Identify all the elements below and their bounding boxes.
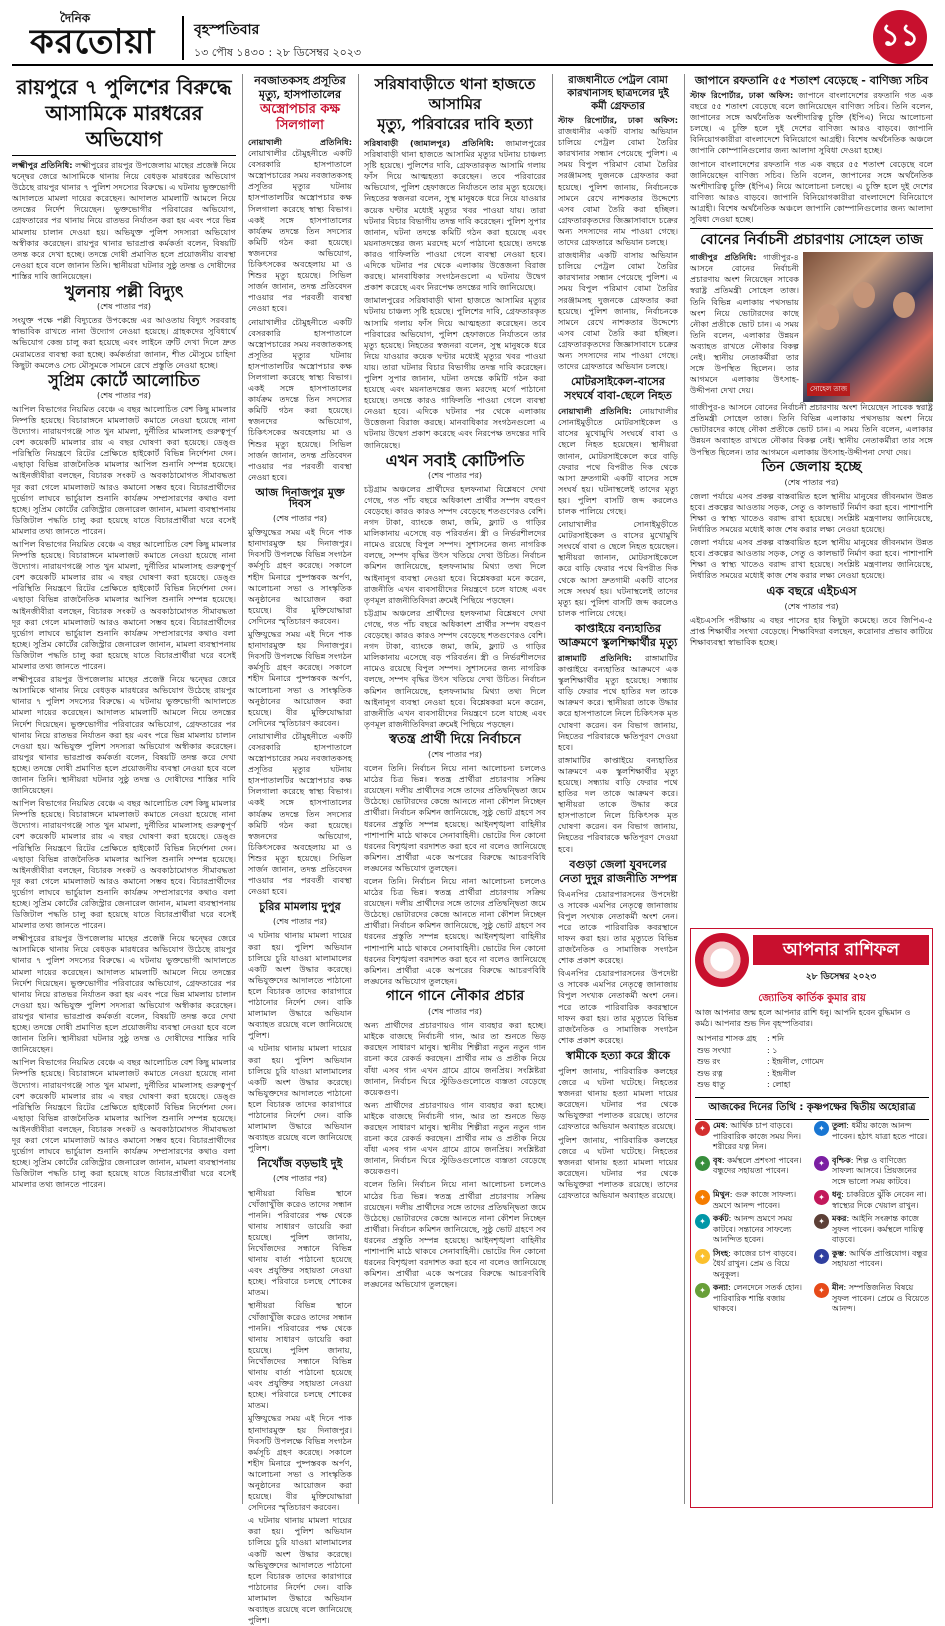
zodiac-sign-entry bbox=[814, 1283, 929, 1315]
story-text: বিএনপির চেয়ারপারসনের উপদেষ্টা ও সাবেক এমপির নেতৃত্বে জানাজায় বিপুল সংখ্যক নেতাকর্মী অংশ নেন। পরে তাকে পারিবারিক কবরস্থানে দাফন করা হয়। তার মৃত্যুতে বিভিন্ন রাজনৈতিক ও সামাজিক সংগঠন শোক প্রকাশ করেছে। bbox=[558, 888, 678, 966]
byline: নোয়াখালী প্রতিনিধি: bbox=[558, 406, 632, 417]
zodiac-sign-icon: ✦ bbox=[695, 1190, 710, 1205]
zodiac-sign-entry bbox=[695, 1121, 810, 1153]
zodiac-sign-text: সিংহ: কাজের চাপ বাড়বে। ধৈর্য রাখুন। প্রেম ও বিয়ে অনুকূল। bbox=[713, 1248, 797, 1279]
zodiac-sign-text: মকর: আইনি সংক্রান্ত কাজে সুফল পাবেন। কর্মস্থলে দায়িত্ব বাড়বে। bbox=[832, 1214, 924, 1244]
zodiac-sign-entry bbox=[814, 1249, 929, 1281]
continued-label: (শেষ পাতার পর) bbox=[272, 917, 328, 927]
story-text: লক্ষ্মীপুরের রায়পুর উপজেলায় মাছের প্রজেক্ট নিয়ে দ্বন্দ্বের জেরে আসামিকে থানায় নিয়ে বেধড়ক মারধরের অভিযোগ উঠেছে রায়পুর থানার ৭ পুলিশ সদস্যের বিরুদ্ধে। এ ঘটনায় ভুক্তভোগী আদালতে মামলা দায়ের করেছেন। আদালত মামলাটি আমলে নিয়ে তদন্তের নির্দেশ দিয়েছেন। ভুক্তভোগীর পরিবারের অভিযোগ, গ্রেফতারের পর থানায় নিয়ে রাতভর নির্যাতন করা হয় এবং পরে ভিন্ন মামলায় চালান দেওয়া হয়। অভিযুক্ত পুলিশ সদস্যরা অভিযোগ অস্বীকার করেছেন। রায়পুর থানার ভারপ্রাপ্ত কর্মকর্তা বলেন, বিষয়টি তদন্ত করে দেখা হচ্ছে। তদন্তে দোষী প্রমাণিত হলে প্রয়োজনীয় ব্যবস্থা নেওয়া হবে বলে জানান তিনি। স্থানীয়রা ঘটনার সুষ্ঠু তদন্ত ও দোষীদের শাস্তির দাবি জানিয়েছেন। bbox=[12, 674, 236, 796]
zodiac-sign-entry bbox=[695, 1249, 810, 1281]
story-text: নোয়াখালীর সোনাইমুড়ীতে মোটরসাইকেল ও বাসের মুখোমুখি সংঘর্ষে বাবা ও ছেলে নিহত হয়েছেন। স্থানীয়রা জানান, মোটরসাইকেলে করে বাড়ি ফেরার পথে বিপরীত দিক থেকে আসা দ্রুতগামী একটি বাসের সঙ্গে সংঘর্ষ হয়। ঘটনাস্থলেই তাদের মৃত্যু হয়। পুলিশ বাসটি জব্দ করলেও চালক পালিয়ে গেছে। bbox=[558, 406, 679, 516]
story-text: রাঙ্গামাটির কাপ্তাইয়ে বন্যহাতির আক্রমণে এক স্কুলশিক্ষার্থীর মৃত্যু হয়েছে। সন্ধ্যায় বাড়ি ফেরার পথে হাতির দল তাকে আক্রমণ করে। স্থানীয়রা তাকে উদ্ধার করে হাসপাতালে নিলে চিকিৎসক মৃত ঘোষণা করেন। বন বিভাগ জানায়, নিহতের পরিবারকে ক্ষতিপূরণ দেওয়া হবে। bbox=[558, 754, 678, 854]
headline-raipur-2: আসামিকে মারধরের অভিযোগ bbox=[12, 100, 236, 156]
story-heading: এক বছরে এইচএস bbox=[766, 583, 857, 598]
story-text: নোয়াখালীর সোনাইমুড়ীতে মোটরসাইকেল ও বাসের মুখোমুখি সংঘর্ষে বাবা ও ছেলে নিহত হয়েছেন। স্থানীয়রা জানান, মোটরসাইকেলে করে বাড়ি ফেরার পথে বিপরীত দিক থেকে আসা দ্রুতগামী একটি বাসের সঙ্গে সংঘর্ষ হয়। ঘটনাস্থলেই তাদের মৃত্যু হয়। পুলিশ বাসটি জব্দ করলেও চালক পালিয়ে গেছে। bbox=[558, 519, 678, 618]
zodiac-sign-forecast: লেনদেনে সতর্ক হোন। পারিবারিক শান্তি বজায় থাকবে। bbox=[713, 1283, 803, 1313]
zodiac-sign-entry bbox=[695, 1190, 810, 1211]
story-text: জেলা পর্যায়ে এসব প্রকল্প বাস্তবায়িত হলে স্থানীয় মানুষের জীবনমান উন্নত হবে। প্রকল্পের আওতায় সড়ক, সেতু ও কালভার্ট নির্মাণ করা হবে। পাশাপাশি শিক্ষা ও স্বাস্থ্য খাতেও বরাদ্দ রাখা হয়েছে। সংশ্লিষ্ট মন্ত্রণালয় জানিয়েছে, নির্ধারিত সময়ের মধ্যেই কাজ শেষ করার লক্ষ্য নেওয়া হয়েছে। bbox=[690, 537, 933, 581]
horoscope-row: আপনার শাসক গ্রহ : শনি bbox=[697, 1034, 785, 1043]
story-text: অন্য প্রার্থীদের প্রচারণায়ও গান ব্যবহার করা হচ্ছে। মাইকে বাজছে নির্বাচনী গান, আর তা শুনতে ভিড় করছেন সাধারণ মানুষ। স্থানীয় শিল্পীরা নতুন নতুন গান রচনা করে রেকর্ড করছেন। প্রার্থীর নাম ও প্রতীক নিয়ে বাঁধা এসব গান এখন গ্রামে গ্রামে জনপ্রিয়। সংশ্লিষ্টরা জানান, নির্বাচন ঘিরে স্টুডিওগুলোতে ব্যস্ততা বেড়েছে কয়েকগুণ। bbox=[364, 1099, 546, 1177]
horoscope-intro: আজ আপনার জন্ম হলে আপনার রাশি ধনু। আপনি হবেন বুদ্ধিমান ও কর্মঠ। আপনার শুভ দিন বৃহস্পতিবার। bbox=[695, 1008, 911, 1028]
story-text: এইচএসসি পরীক্ষায় এ বছর পাসের হার কিছুটা কমেছে। তবে জিপিএ-৫ প্রাপ্ত শিক্ষার্থীর সংখ্যা বেড়েছে। শিক্ষাবিদরা বলছেন, করোনার প্রভাব কাটিয়ে শিক্ষাব্যবস্থা স্বাভাবিক হচ্ছে। bbox=[690, 614, 933, 647]
zodiac-sign-name: সিংহ bbox=[713, 1248, 729, 1258]
story-text: সংযুক্ত পক্ষে পল্লী বিদ্যুতের উপকেন্দ্রে এর আওতায় বিদ্যুৎ সরবরাহ স্বাভাবিক রাখতে নানা উদ্যোগ নেওয়া হয়েছে। গ্রাহকদের সুবিধার্থে অভিযোগ কেন্দ্র চালু করা হয়েছে এবং লাইনে ত্রুটি দেখা দিলে দ্রুত মেরামতের ব্যবস্থা করা হচ্ছে। কর্মকর্তারা জানান, শীত মৌসুমে চাহিদা কিছুটা কমলেও সেচ মৌসুমকে সামনে রেখে প্রস্তুতি নেওয়া হচ্ছে। bbox=[12, 315, 236, 370]
news-photo bbox=[803, 252, 933, 402]
zodiac-sign-forecast: কর্মস্থলে প্রশংসা পাবেন। বন্ধুদের সহায়তা পাবেন। bbox=[713, 1155, 802, 1175]
story-text: রাজধানীর একটি বাসায় অভিযান চালিয়ে পেট্রল বোমা তৈরির কারখানার সন্ধান পেয়েছে পুলিশ। এ সময় বিপুল পরিমাণ বোমা তৈরির সরঞ্জামসহ দুজনকে গ্রেফতার করা হয়েছে। পুলিশ জানায়, নির্বাচনকে সামনে রেখে নাশকতার উদ্দেশ্যে এসব বোমা তৈরি করা হচ্ছিল। গ্রেফতারকৃতদের জিজ্ঞাসাবাদে চক্রের অন্য সদস্যদের নাম পাওয়া গেছে। তাদের গ্রেফতারে অভিযান চলছে। bbox=[558, 250, 678, 372]
headline-noakhali-red: অস্ত্রোপচার কক্ষ সিলগালা bbox=[259, 102, 341, 133]
zodiac-sign-text: বৃষ: কর্মস্থলে প্রশংসা পাবেন। বন্ধুদের সহায়তা পাবেন। bbox=[713, 1155, 802, 1175]
zodiac-sign-icon: ✦ bbox=[814, 1121, 829, 1136]
zodiac-sign-text: মিথুন: গুরু কাজে সাফল্য। ভ্রমণে আনন্দ পাবেন। bbox=[713, 1190, 797, 1210]
continued-label: (শেষ পাতার পর) bbox=[427, 1007, 483, 1017]
page-number-badge: ১১ bbox=[873, 10, 927, 64]
story-text: বলেন তিনি। নির্বাচন নিয়ে নানা আলোচনা চললেও মাঠের চিত্র ভিন্ন। স্বতন্ত্র প্রার্থীরা প্রচারণায় সক্রিয় রয়েছেন। দলীয় প্রার্থীদের সঙ্গে তাদের প্রতিদ্বন্দ্বিতা জমে উঠেছে। ভোটারদের কেন্দ্রে আনতে নানা কৌশল নিচ্ছেন প্রার্থীরা। নির্বাচন কমিশন জানিয়েছে, সুষ্ঠু ভোট গ্রহণে সব ধরনের প্রস্তুতি সম্পন্ন হয়েছে। আইনশৃঙ্খলা বাহিনীর পাশাপাশি মাঠে থাকবে সেনাবাহিনী। ভোটের দিন কোনো ধরনের বিশৃঙ্খলা বরদাশত করা হবে না বলেও জানিয়েছে কমিশন। প্রার্থীরা একে অপরের বিরুদ্ধে আচরণবিধি লঙ্ঘনের অভিযোগ তুলছেন। bbox=[364, 1179, 546, 1290]
byline: সরিষাবাড়ী (জামালপুর) প্রতিনিধি: bbox=[364, 138, 494, 148]
zodiac-sign-text: মেষ: আর্থিক চাপ বাড়বে। পারিবারিক কাজে সময় দিন। শরীরের যত্ন নিন। bbox=[713, 1121, 801, 1151]
zodiac-sign-icon: ✦ bbox=[814, 1190, 829, 1205]
horoscope-row: শুভ রং : ইন্দ্রনীল, গোমেদ bbox=[697, 1057, 824, 1066]
horoscope-table bbox=[697, 1033, 927, 1091]
zodiac-sign-forecast: সম্পত্তিজনিত বিষয়ে সুফল পাবেন। প্রেমে ও বিয়েতে আনন্দ। bbox=[832, 1283, 929, 1313]
astrologer-name: জ্যোতিষ কার্তিক কুমার রায় bbox=[758, 993, 866, 1004]
headline-sarishabari-1: সরিষাবাড়ীতে থানা হাজতে আসামির bbox=[374, 75, 536, 113]
story-text: জামালপুরের সরিষাবাড়ী থানা হাজতে আসামির মৃত্যুর ঘটনায় চাঞ্চল্য সৃষ্টি হয়েছে। পুলিশের দাবি, গ্রেফতারকৃত আসামি গলায় ফাঁস দিয়ে আত্মহত্যা করেছেন। তবে পরিবারের অভিযোগ, পুলিশ হেফাজতে নির্যাতনে তার মৃত্যু হয়েছে। নিহতের স্বজনরা বলেন, সুস্থ মানুষকে ধরে নিয়ে যাওয়ার কয়েক ঘণ্টার মধ্যেই মৃত্যুর খবর পাওয়া যায়। তারা ঘটনার বিচার বিভাগীয় তদন্ত দাবি করেছেন। পুলিশ সুপার জানান, ঘটনা তদন্তে কমিটি গঠন করা হয়েছে এবং ময়নাতদন্তের জন্য মরদেহ মর্গে পাঠানো হয়েছে। তদন্তে কারও গাফিলতি পাওয়া গেলে ব্যবস্থা নেওয়া হবে। এদিকে ঘটনার পর থেকে এলাকায় উত্তেজনা বিরাজ করছে। মানবাধিকার সংগঠনগুলো এ ঘটনায় উদ্বেগ প্রকাশ করেছে এবং নিরপেক্ষ তদন্তের দাবি জানিয়েছে। bbox=[364, 138, 546, 293]
story-text: মুক্তিযুদ্ধের সময় এই দিনে পাক হানাদারমুক্ত হয় দিনাজপুর। দিবসটি উপলক্ষে বিভিন্ন সংগঠন কর্মসূচি গ্রহণ করেছে। সকালে শহীদ মিনারে পুষ্পস্তবক অর্পণ, আলোচনা সভা ও সাংস্কৃতিক অনুষ্ঠানের আয়োজন করা হয়েছে। বীর মুক্তিযোদ্ধারা সেদিনের স্মৃতিচারণ করবেন। bbox=[248, 1413, 352, 1513]
story-text: নোয়াখালীর চৌমুহনীতে একটি বেসরকারি হাসপাতালে অস্ত্রোপচারের সময় নবজাতকসহ প্রসূতির মৃত্যুর ঘটনায় হাসপাতালটির অস্ত্রোপচার কক্ষ সিলগালা করেছে স্বাস্থ্য বিভাগ। একই সঙ্গে হাসপাতালের কার্যক্রম তদন্তে তিন সদস্যের কমিটি গঠন করা হয়েছে। স্বজনদের অভিযোগ, চিকিৎসকের অবহেলায় মা ও শিশুর মৃত্যু হয়েছে। সিভিল সার্জন জানান, তদন্ত প্রতিবেদন পাওয়ার পর পরবর্তী ব্যবস্থা নেওয়া হবে। bbox=[248, 316, 352, 482]
story-text: মুক্তিযুদ্ধের সময় এই দিনে পাক হানাদারমুক্ত হয় দিনাজপুর। দিবসটি উপলক্ষে বিভিন্ন সংগঠন কর্মসূচি গ্রহণ করেছে। সকালে শহীদ মিনারে পুষ্পস্তবক অর্পণ, আলোচনা সভা ও সাংস্কৃতিক অনুষ্ঠানের আয়োজন করা হয়েছে। বীর মুক্তিযোদ্ধারা সেদিনের স্মৃতিচারণ করবেন। bbox=[248, 527, 352, 626]
zodiac-sign-forecast: আর্থিক প্রাপ্তিযোগ। বন্ধুর সহায়তা পাবেন। bbox=[832, 1248, 928, 1268]
zodiac-sign-icon: ✦ bbox=[695, 1121, 710, 1136]
zodiac-sign-name: মকর bbox=[832, 1214, 847, 1223]
zodiac-sign-icon: ✦ bbox=[695, 1283, 710, 1298]
zodiac-sign-forecast: আনন্দ ভ্রমণে সময় কাটবে। সন্তানের সাফল্যে আনন্দিত হবেন। bbox=[713, 1214, 793, 1244]
zodiac-sign-entry bbox=[695, 1156, 810, 1188]
zodiac-sign-text: ধনু: চাকরিতে ঝুঁকি নেবেন না। স্বাস্থ্যের দিকে খেয়াল রাখুন। bbox=[832, 1190, 927, 1210]
zodiac-signs-grid bbox=[695, 1121, 929, 1318]
byline: নোয়াখালী প্রতিনিধি: bbox=[248, 137, 352, 147]
zodiac-sign-icon: ✦ bbox=[814, 1156, 829, 1171]
photo-caption: সোহেল তাজ bbox=[807, 383, 850, 396]
zodiac-sign-icon: ✦ bbox=[695, 1249, 710, 1264]
issue-day: বৃহস্পতিবার bbox=[194, 22, 260, 38]
issue-date: ১৩ পৌষ ১৪৩০ : ২৮ ডিসেম্বর ২০২৩ bbox=[194, 46, 362, 59]
story-heading: স্বামীকে হত্যা করে স্ত্রীকে bbox=[565, 1048, 671, 1062]
zodiac-sign-entry bbox=[814, 1156, 929, 1188]
story-text: আপিল বিভাগের নিয়মিত বেঞ্চে এ বছর আলোচিত বেশ কিছু মামলার নিষ্পত্তি হয়েছে। বিচারাঙ্গনে মামলাজট কমাতে নেওয়া হয়েছে নানা উদ্যোগ। নারায়ণগঞ্জে সাত খুন মামলা, দুর্নীতির মামলাসহ গুরুত্বপূর্ণ বেশ কয়েকটি মামলার রায় এ বছর ঘোষণা করা হয়েছে। ডেঙ্গু পরিস্থিতি নিয়ন্ত্রণে রিটের প্রেক্ষিতে হাইকোর্ট বিভিন্ন নির্দেশনা দেন। এছাড়া বিভিন্ন রাজনৈতিক মামলার আপিল শুনানি সম্পন্ন হয়েছে। আইনজীবীরা বলছেন, বিচারক সংকট ও অবকাঠামোগত সীমাবদ্ধতা দূর করা গেলে মামলাজট আরও কমানো সম্ভব হবে। বিচারপ্রার্থীদের দুর্ভোগ লাঘবে ভার্চুয়াল শুনানি কার্যক্রম সম্প্রসারণের কথাও বলা হচ্ছে। সুপ্রিম কোর্টের রেজিস্ট্রার জেনারেল জানান, মামলা ব্যবস্থাপনায় ডিজিটাল পদ্ধতি চালু করা হয়েছে যাতে বিচারপ্রার্থীরা ঘরে বসেই মামলার তথ্য জানতে পারেন। bbox=[12, 1057, 236, 1190]
continued-label: (শেষ পাতার পর) bbox=[96, 390, 152, 400]
zodiac-sign-text: বৃশ্চিক: শিল্প ও বাণিজ্যে সাফল্য আসবে। প্রিয়জনের সঙ্গে ভালো সময় কাটবে। bbox=[832, 1155, 917, 1186]
continued-label: (শেষ পাতার পর) bbox=[784, 477, 839, 487]
zodiac-sign-text: কুম্ভ: আর্থিক প্রাপ্তিযোগ। বন্ধুর সহায়তা পাবেন। bbox=[832, 1248, 928, 1268]
story-text: নোয়াখালীর চৌমুহনীতে একটি বেসরকারি হাসপাতালে অস্ত্রোপচারের সময় নবজাতকসহ প্রসূতির মৃত্যুর ঘটনায় হাসপাতালটির অস্ত্রোপচার কক্ষ সিলগালা করেছে স্বাস্থ্য বিভাগ। একই সঙ্গে হাসপাতালের কার্যক্রম তদন্তে তিন সদস্যের কমিটি গঠন করা হয়েছে। স্বজনদের অভিযোগ, চিকিৎসকের অবহেলায় মা ও শিশুর মৃত্যু হয়েছে। সিভিল সার্জন জানান, তদন্ত প্রতিবেদন পাওয়ার পর পরবর্তী ব্যবস্থা নেওয়া হবে। bbox=[248, 148, 352, 314]
story-text: মুক্তিযুদ্ধের সময় এই দিনে পাক হানাদারমুক্ত হয় দিনাজপুর। দিবসটি উপলক্ষে বিভিন্ন সংগঠন কর্মসূচি গ্রহণ করেছে। সকালে শহীদ মিনারে পুষ্পস্তবক অর্পণ, আলোচনা সভা ও সাংস্কৃতিক অনুষ্ঠানের আয়োজন করা হয়েছে। বীর মুক্তিযোদ্ধারা সেদিনের স্মৃতিচারণ করবেন। bbox=[248, 629, 352, 728]
story-text: অন্য প্রার্থীদের প্রচারণায়ও গান ব্যবহার করা হচ্ছে। মাইকে বাজছে নির্বাচনী গান, আর তা শুনতে ভিড় করছেন সাধারণ মানুষ। স্থানীয় শিল্পীরা নতুন নতুন গান রচনা করে রেকর্ড করছেন। প্রার্থীর নাম ও প্রতীক নিয়ে বাঁধা এসব গান এখন গ্রামে গ্রামে জনপ্রিয়। সংশ্লিষ্টরা জানান, নির্বাচন ঘিরে স্টুডিওগুলোতে ব্যস্ততা বেড়েছে কয়েকগুণ। bbox=[364, 1020, 546, 1097]
story-text: রাজধানীর একটি বাসায় অভিযান চালিয়ে পেট্রল বোমা তৈরির কারখানার সন্ধান পেয়েছে পুলিশ। এ সময় বিপুল পরিমাণ বোমা তৈরির সরঞ্জামসহ দুজনকে গ্রেফতার করা হয়েছে। পুলিশ জানায়, নির্বাচনকে সামনে রেখে নাশকতার উদ্দেশ্যে এসব বোমা তৈরি করা হচ্ছিল। গ্রেফতারকৃতদের জিজ্ঞাসাবাদে চক্রের অন্য সদস্যদের নাম পাওয়া গেছে। তাদের গ্রেফতারে অভিযান চলছে। bbox=[558, 126, 678, 248]
story-heading: তিন জেলায় হচ্ছে bbox=[761, 458, 862, 475]
byline: স্টাফ রিপোর্টার, ঢাকা অফিস: bbox=[690, 90, 794, 100]
zodiac-sign-text: কর্কট: আনন্দ ভ্রমণে সময় কাটবে। সন্তানের সাফল্যে আনন্দিত হবেন। bbox=[713, 1214, 793, 1244]
zodiac-sign-name: বৃষ bbox=[713, 1155, 722, 1165]
newspaper-logo: করতোয়া bbox=[30, 22, 156, 62]
masthead-divider bbox=[182, 16, 184, 60]
byline: স্টাফ রিপোর্টার, ঢাকা অফিস: bbox=[558, 115, 678, 125]
zodiac-sign-name: মিথুন bbox=[713, 1190, 730, 1199]
zodiac-sign-forecast: ধর্মীয় কাজে আনন্দ পাবেন। হঠাৎ যাত্রা হতে পারে। bbox=[832, 1121, 928, 1141]
story-text: চট্টগ্রাম অঞ্চলের প্রার্থীদের হলফনামা বিশ্লেষণে দেখা গেছে, গত পাঁচ বছরে অধিকাংশ প্রার্থীর সম্পদ বহুগুণ বেড়েছে। কারও কারও সম্পদ বেড়েছে শতগুণেরও বেশি। নগদ টাকা, ব্যাংকে জমা, জমি, ফ্ল্যাট ও গাড়ির মালিকানায় এসেছে বড় পরিবর্তন। স্ত্রী ও নির্ভরশীলদের নামেও রয়েছে বিপুল সম্পদ। সুশাসনের জন্য নাগরিক বলছে, সম্পদ বৃদ্ধির উৎস খতিয়ে দেখা উচিত। নির্বাচন কমিশন জানিয়েছে, হলফনামায় মিথ্যা তথ্য দিলে আইনানুগ ব্যবস্থা নেওয়া হবে। বিশ্লেষকরা মনে করেন, রাজনীতি এখন ব্যবসায়ীদের নিয়ন্ত্রণে চলে যাচ্ছে এবং তৃণমূল রাজনীতিবিদরা ক্রমেই পিছিয়ে পড়ছেন। bbox=[364, 483, 546, 605]
horoscope-row: শুভ ধাতু : লোহা bbox=[697, 1080, 791, 1089]
column-rule bbox=[242, 74, 243, 1504]
zodiac-sign-entry bbox=[695, 1283, 810, 1315]
zodiac-sign-text: মীন: সম্পত্তিজনিত বিষয়ে সুফল পাবেন। প্রেমে ও বিয়েতে আনন্দ। bbox=[832, 1283, 929, 1313]
byline: গাজীপুর প্রতিনিধি: bbox=[690, 252, 757, 263]
photo-figure bbox=[893, 292, 915, 318]
zodiac-sign-name: কন্যা bbox=[713, 1283, 729, 1292]
story-heading: গানে গানে নৌকার প্রচার bbox=[385, 987, 525, 1004]
horoscope-row: শুভ রত্ন : ইন্দ্রনীল bbox=[697, 1068, 796, 1078]
continued-label: (শেষ পাতার পর) bbox=[96, 302, 152, 312]
byline: লক্ষ্মীপুর প্রতিনিধি: bbox=[12, 160, 73, 170]
horoscope-header: আপনার রাশিফল bbox=[753, 935, 929, 965]
story-heading: চুরির মামলায় দুপুর bbox=[259, 900, 341, 914]
story-heading: সুপ্রিম কোর্টে আলোচিত bbox=[48, 370, 200, 390]
zodiac-sign-name: মীন bbox=[832, 1283, 844, 1292]
story-heading: আজ দিনাজপুর মুক্ত দিবস bbox=[255, 485, 345, 510]
day-tithi-title: আজকের দিনের তিথি : কৃষ্ণপক্ষের দ্বিতীয় অহোরাত্র bbox=[695, 1097, 929, 1120]
zodiac-sign-forecast: আইনি সংক্রান্ত কাজে সুফল পাবেন। কর্মস্থলে দায়িত্ব বাড়বে। bbox=[832, 1214, 924, 1244]
story-text: নোয়াখালীর চৌমুহনীতে একটি বেসরকারি হাসপাতালে অস্ত্রোপচারের সময় নবজাতকসহ প্রসূতির মৃত্যুর ঘটনায় হাসপাতালটির অস্ত্রোপচার কক্ষ সিলগালা করেছে স্বাস্থ্য বিভাগ। একই সঙ্গে হাসপাতালের কার্যক্রম তদন্তে তিন সদস্যের কমিটি গঠন করা হয়েছে। স্বজনদের অভিযোগ, চিকিৎসকের অবহেলায় মা ও শিশুর মৃত্যু হয়েছে। সিভিল সার্জন জানান, তদন্ত প্রতিবেদন পাওয়ার পর পরবর্তী ব্যবস্থা নেওয়া হবে। bbox=[248, 730, 352, 897]
story-text: গাজীপুর-৪ আসনে বোনের নির্বাচনী প্রচারণায় অংশ নিয়েছেন সাবেক স্বরাষ্ট্র প্রতিমন্ত্রী সোহেল তাজ। তিনি বিভিন্ন এলাকায় পথসভায় অংশ নিয়ে ভোটারদের কাছে নৌকা প্রতীকে ভোট চান। এ সময় তিনি বলেন, এলাকার উন্নয়ন অব্যাহত রাখতে নৌকার বিকল্প নেই। স্থানীয় নেতাকর্মীরা তার সঙ্গে উপস্থিত ছিলেন। তার আগমনে এলাকায় উৎসাহ-উদ্দীপনা দেখা দেয়। bbox=[690, 252, 799, 396]
horoscope-box bbox=[690, 928, 933, 1508]
photo-figure bbox=[817, 304, 839, 330]
byline: রাঙ্গামাটি প্রতিনিধি: bbox=[558, 652, 632, 663]
zodiac-sign-name: তুলা bbox=[832, 1121, 847, 1130]
zodiac-sign-text: কন্যা: লেনদেনে সতর্ক হোন। পারিবারিক শান্তি বজায় থাকবে। bbox=[713, 1283, 803, 1313]
zodiac-wheel-icon bbox=[695, 933, 749, 987]
continued-label: (শেষ পাতার পর) bbox=[427, 470, 483, 480]
zodiac-sign-entry bbox=[814, 1214, 929, 1246]
zodiac-sign-forecast: কাজের চাপ বাড়বে। ধৈর্য রাখুন। প্রেম ও বিয়ে অনুকূল। bbox=[713, 1248, 797, 1279]
story-heading: খুলনায় পল্লী বিদ্যুৎ bbox=[64, 282, 184, 302]
zodiac-sign-text: তুলা: ধর্মীয় কাজে আনন্দ পাবেন। হঠাৎ যাত্রা হতে পারে। bbox=[832, 1121, 928, 1141]
headline-raipur-1: রায়পুরে ৭ পুলিশের বিরুদ্ধে bbox=[16, 75, 232, 99]
zodiac-sign-name: মেষ bbox=[713, 1121, 726, 1130]
zodiac-sign-name: বৃশ্চিক bbox=[832, 1155, 851, 1165]
story-text: রাঙ্গামাটির কাপ্তাইয়ে বন্যহাতির আক্রমণে এক স্কুলশিক্ষার্থীর মৃত্যু হয়েছে। সন্ধ্যায় বাড়ি ফেরার পথে হাতির দল তাকে আক্রমণ করে। স্থানীয়রা তাকে উদ্ধার করে হাসপাতালে নিলে চিকিৎসক মৃত ঘোষণা করেন। বন বিভাগ জানায়, নিহতের পরিবারকে ক্ষতিপূরণ দেওয়া হবে। bbox=[558, 652, 678, 752]
story-heading: নিখোঁজ বড়ভাই দুই bbox=[257, 1157, 343, 1171]
story-text: চট্টগ্রাম অঞ্চলের প্রার্থীদের হলফনামা বিশ্লেষণে দেখা গেছে, গত পাঁচ বছরে অধিকাংশ প্রার্থীর সম্পদ বহুগুণ বেড়েছে। কারও কারও সম্পদ বেড়েছে শতগুণেরও বেশি। নগদ টাকা, ব্যাংকে জমা, জমি, ফ্ল্যাট ও গাড়ির মালিকানায় এসেছে বড় পরিবর্তন। স্ত্রী ও নির্ভরশীলদের নামেও রয়েছে বিপুল সম্পদ। সুশাসনের জন্য নাগরিক বলছে, সম্পদ বৃদ্ধির উৎস খতিয়ে দেখা উচিত। নির্বাচন কমিশন জানিয়েছে, হলফনামায় মিথ্যা তথ্য দিলে আইনানুগ ব্যবস্থা নেওয়া হবে। বিশ্লেষকরা মনে করেন, রাজনীতি এখন ব্যবসায়ীদের নিয়ন্ত্রণে চলে যাচ্ছে এবং তৃণমূল রাজনীতিবিদরা ক্রমেই পিছিয়ে পড়ছেন। bbox=[364, 607, 546, 729]
zodiac-sign-forecast: শিল্প ও বাণিজ্যে সাফল্য আসবে। প্রিয়জনের সঙ্গে ভালো সময় কাটবে। bbox=[832, 1155, 917, 1186]
story-heading: এখন সবাই কোটিপতি bbox=[385, 450, 525, 470]
story-heading: জাপানে রফতানি ৫৫ শতাংশ বেড়েছে - বাণিজ্য সচিব bbox=[694, 74, 929, 87]
zodiac-sign-icon: ✦ bbox=[814, 1214, 829, 1229]
zodiac-sign-name: ধনু bbox=[832, 1190, 842, 1199]
masthead bbox=[12, 8, 933, 66]
continued-label: (শেষ পাতার পর) bbox=[784, 601, 839, 611]
story-text: লক্ষ্মীপুরের রায়পুর উপজেলায় মাছের প্রজেক্ট নিয়ে দ্বন্দ্বের জেরে আসামিকে থানায় নিয়ে বেধড়ক মারধরের অভিযোগ উঠেছে রায়পুর থানার ৭ পুলিশ সদস্যের বিরুদ্ধে। এ ঘটনায় ভুক্তভোগী আদালতে মামলা দায়ের করেছেন। আদালত মামলাটি আমলে নিয়ে তদন্তের নির্দেশ দিয়েছেন। ভুক্তভোগীর পরিবারের অভিযোগ, গ্রেফতারের পর থানায় নিয়ে রাতভর নির্যাতন করা হয় এবং পরে ভিন্ন মামলায় চালান দেওয়া হয়। অভিযুক্ত পুলিশ সদস্যরা অভিযোগ অস্বীকার করেছেন। রায়পুর থানার ভারপ্রাপ্ত কর্মকর্তা বলেন, বিষয়টি তদন্ত করে দেখা হচ্ছে। তদন্তে দোষী প্রমাণিত হলে প্রয়োজনীয় ব্যবস্থা নেওয়া হবে বলে জানান তিনি। স্থানীয়রা ঘটনার সুষ্ঠু তদন্ত ও দোষীদের শাস্তির দাবি জানিয়েছেন। bbox=[12, 933, 236, 1055]
column-2 bbox=[248, 74, 352, 1626]
story-heading: বোনের নির্বাচনী প্রচারণায় সোহেল তাজ bbox=[690, 228, 933, 249]
story-text: স্থানীয়রা বিভিন্ন স্থানে খোঁজাখুঁজি করেও তাদের সন্ধান পাননি। পরিবারের পক্ষ থেকে থানায় সাধারণ ডায়েরি করা হয়েছে। পুলিশ জানায়, নিখোঁজদের সন্ধানে বিভিন্ন থানায় বার্তা পাঠানো হয়েছে এবং প্রযুক্তির সহায়তা নেওয়া হচ্ছে। পরিবারে চলছে শোকের মাতম। bbox=[248, 1187, 352, 1298]
zodiac-sign-forecast: চাকরিতে ঝুঁকি নেবেন না। স্বাস্থ্যের দিকে খেয়াল রাখুন। bbox=[832, 1190, 927, 1210]
story-text: বিএনপির চেয়ারপারসনের উপদেষ্টা ও সাবেক এমপির নেতৃত্বে জানাজায় বিপুল সংখ্যক নেতাকর্মী অংশ নেন। পরে তাকে পারিবারিক কবরস্থানে দাফন করা হয়। তার মৃত্যুতে বিভিন্ন রাজনৈতিক ও সামাজিক সংগঠন শোক প্রকাশ করেছে। bbox=[558, 968, 678, 1045]
story-text: পুলিশ জানায়, পারিবারিক কলহের জেরে এ ঘটনা ঘটেছে। নিহতের স্বজনরা থানায় হত্যা মামলা দায়ের করেছেন। ঘটনার পর থেকে অভিযুক্তরা পলাতক রয়েছে। তাদের গ্রেফতারে অভিযান অব্যাহত রয়েছে। bbox=[558, 1134, 678, 1200]
column-1 bbox=[12, 74, 236, 1504]
story-heading: স্বতন্ত্র প্রার্থী দিয়ে নির্বাচনে bbox=[389, 731, 521, 747]
headline-noakhali: নবজাতকসহ প্রসূতির মৃত্যু, হাসপাতালের bbox=[254, 74, 346, 101]
zodiac-sign-name: কর্কট bbox=[713, 1214, 729, 1223]
zodiac-sign-icon: ✦ bbox=[814, 1249, 829, 1264]
story-text: পুলিশ জানায়, পারিবারিক কলহের জেরে এ ঘটনা ঘটেছে। নিহতের স্বজনরা থানায় হত্যা মামলা দায়ের করেছেন। ঘটনার পর থেকে অভিযুক্তরা পলাতক রয়েছে। তাদের গ্রেফতারে অভিযান অব্যাহত রয়েছে। bbox=[558, 1065, 678, 1132]
zodiac-sign-icon: ✦ bbox=[695, 1156, 710, 1171]
story-text: জেলা পর্যায়ে এসব প্রকল্প বাস্তবায়িত হলে স্থানীয় মানুষের জীবনমান উন্নত হবে। প্রকল্পের আওতায় সড়ক, সেতু ও কালভার্ট নির্মাণ করা হবে। পাশাপাশি শিক্ষা ও স্বাস্থ্য খাতেও বরাদ্দ রাখা হয়েছে। সংশ্লিষ্ট মন্ত্রণালয় জানিয়েছে, নির্ধারিত সময়ের মধ্যেই কাজ শেষ করার লক্ষ্য নেওয়া হয়েছে। bbox=[690, 490, 933, 535]
column-rule bbox=[358, 74, 359, 1504]
story-text: বলেন তিনি। নির্বাচন নিয়ে নানা আলোচনা চললেও মাঠের চিত্র ভিন্ন। স্বতন্ত্র প্রার্থীরা প্রচারণায় সক্রিয় রয়েছেন। দলীয় প্রার্থীদের সঙ্গে তাদের প্রতিদ্বন্দ্বিতা জমে উঠেছে। ভোটারদের কেন্দ্রে আনতে নানা কৌশল নিচ্ছেন প্রার্থীরা। নির্বাচন কমিশন জানিয়েছে, সুষ্ঠু ভোট গ্রহণে সব ধরনের প্রস্তুতি সম্পন্ন হয়েছে। আইনশৃঙ্খলা বাহিনীর পাশাপাশি মাঠে থাকবে সেনাবাহিনী। ভোটের দিন কোনো ধরনের বিশৃঙ্খলা বরদাশত করা হবে না বলেও জানিয়েছে কমিশন। প্রার্থীরা একে অপরের বিরুদ্ধে আচরণবিধি লঙ্ঘনের অভিযোগ তুলছেন। bbox=[364, 876, 546, 986]
story-text: জামালপুরের সরিষাবাড়ী থানা হাজতে আসামির মৃত্যুর ঘটনায় চাঞ্চল্য সৃষ্টি হয়েছে। পুলিশের দাবি, গ্রেফতারকৃত আসামি গলায় ফাঁস দিয়ে আত্মহত্যা করেছেন। তবে পরিবারের অভিযোগ, পুলিশ হেফাজতে নির্যাতনে তার মৃত্যু হয়েছে। নিহতের স্বজনরা বলেন, সুস্থ মানুষকে ধরে নিয়ে যাওয়ার কয়েক ঘণ্টার মধ্যেই মৃত্যুর খবর পাওয়া যায়। তারা ঘটনার বিচার বিভাগীয় তদন্ত দাবি করেছেন। পুলিশ সুপার জানান, ঘটনা তদন্তে কমিটি গঠন করা হয়েছে এবং ময়নাতদন্তের জন্য মরদেহ মর্গে পাঠানো হয়েছে। তদন্তে কারও গাফিলতি পাওয়া গেলে ব্যবস্থা নেওয়া হবে। এদিকে ঘটনার পর থেকে এলাকায় উত্তেজনা বিরাজ করছে। মানবাধিকার সংগঠনগুলো এ ঘটনায় উদ্বেগ প্রকাশ করেছে এবং নিরপেক্ষ তদন্তের দাবি জানিয়েছে। bbox=[364, 295, 546, 450]
column-4 bbox=[558, 74, 678, 1504]
logo-subtitle: দৈনিক bbox=[60, 11, 91, 25]
zodiac-sign-entry bbox=[814, 1121, 929, 1153]
story-text: জাপানে বাংলাদেশের রফতানি গত এক বছরে ৫৫ শতাংশ বেড়েছে বলে জানিয়েছেন বাণিজ্য সচিব। তিনি বলেন, জাপানের সঙ্গে অর্থনৈতিক অংশীদারিত্ব চুক্তি (ইপিএ) নিয়ে আলোচনা চলছে। এ চুক্তি হলে দুই দেশের বাণিজ্য আরও বাড়বে। জাপানি বিনিয়োগকারীরা বাংলাদেশে বিনিয়োগে আগ্রহী। বিশেষ অর্থনৈতিক অঞ্চলে জাপানি কোম্পানিগুলোর জন্য আলাদা সুবিধা দেওয়া হচ্ছে। bbox=[690, 158, 933, 225]
horoscope-row: শুভ সংখ্যা : ১ bbox=[697, 1045, 778, 1055]
story-heading: কাপ্তাইয়ে বন্যহাতির আক্রমণে স্কুলশিক্ষার্থীর মৃত্যু bbox=[558, 621, 678, 649]
column-rule bbox=[684, 74, 685, 1504]
zodiac-sign-forecast: আর্থিক চাপ বাড়বে। পারিবারিক কাজে সময় দিন। শরীরের যত্ন নিন। bbox=[713, 1121, 801, 1151]
story-text: জাপানে বাংলাদেশের রফতানি গত এক বছরে ৫৫ শতাংশ বেড়েছে বলে জানিয়েছেন বাণিজ্য সচিব। তিনি বলেন, জাপানের সঙ্গে অর্থনৈতিক অংশীদারিত্ব চুক্তি (ইপিএ) নিয়ে আলোচনা চলছে। এ চুক্তি হলে দুই দেশের বাণিজ্য আরও বাড়বে। জাপানি বিনিয়োগকারীরা বাংলাদেশে বিনিয়োগে আগ্রহী। বিশেষ অর্থনৈতিক অঞ্চলে জাপানি কোম্পানিগুলোর জন্য আলাদা সুবিধা দেওয়া হচ্ছে। bbox=[690, 90, 933, 156]
headline-sarishabari-2: মৃত্যু, পরিবারের দাবি হত্যা bbox=[377, 115, 533, 133]
story-heading: মোটরসাইকেল-বাসের সংঘর্ষে বাবা-ছেলে নিহত bbox=[564, 375, 672, 403]
continued-label: (শেষ পাতার পর) bbox=[272, 514, 328, 524]
story-text: আপিল বিভাগের নিয়মিত বেঞ্চে এ বছর আলোচিত বেশ কিছু মামলার নিষ্পত্তি হয়েছে। বিচারাঙ্গনে মামলাজট কমাতে নেওয়া হয়েছে নানা উদ্যোগ। নারায়ণগঞ্জে সাত খুন মামলা, দুর্নীতির মামলাসহ গুরুত্বপূর্ণ বেশ কয়েকটি মামলার রায় এ বছর ঘোষণা করা হয়েছে। ডেঙ্গু পরিস্থিতি নিয়ন্ত্রণে রিটের প্রেক্ষিতে হাইকোর্ট বিভিন্ন নির্দেশনা দেন। এছাড়া বিভিন্ন রাজনৈতিক মামলার আপিল শুনানি সম্পন্ন হয়েছে। আইনজীবীরা বলছেন, বিচারক সংকট ও অবকাঠামোগত সীমাবদ্ধতা দূর করা গেলে মামলাজট আরও কমানো সম্ভব হবে। বিচারপ্রার্থীদের দুর্ভোগ লাঘবে ভার্চুয়াল শুনানি কার্যক্রম সম্প্রসারণের কথাও বলা হচ্ছে। সুপ্রিম কোর্টের রেজিস্ট্রার জেনারেল জানান, মামলা ব্যবস্থাপনায় ডিজিটাল পদ্ধতি চালু করা হয়েছে যাতে বিচারপ্রার্থীরা ঘরে বসেই মামলার তথ্য জানতে পারেন। bbox=[12, 539, 236, 672]
story-heading: বগুড়া জেলা যুবদলের নেতা দুদুর রাজনীতি সম্পন্ন bbox=[558, 857, 678, 885]
zodiac-sign-icon: ✦ bbox=[695, 1214, 710, 1229]
story-text: আপিল বিভাগের নিয়মিত বেঞ্চে এ বছর আলোচিত বেশ কিছু মামলার নিষ্পত্তি হয়েছে। বিচারাঙ্গনে মামলাজট কমাতে নেওয়া হয়েছে নানা উদ্যোগ। নারায়ণগঞ্জে সাত খুন মামলা, দুর্নীতির মামলাসহ গুরুত্বপূর্ণ বেশ কয়েকটি মামলার রায় এ বছর ঘোষণা করা হয়েছে। ডেঙ্গু পরিস্থিতি নিয়ন্ত্রণে রিটের প্রেক্ষিতে হাইকোর্ট বিভিন্ন নির্দেশনা দেন। এছাড়া বিভিন্ন রাজনৈতিক মামলার আপিল শুনানি সম্পন্ন হয়েছে। আইনজীবীরা বলছেন, বিচারক সংকট ও অবকাঠামোগত সীমাবদ্ধতা দূর করা গেলে মামলাজট আরও কমানো সম্ভব হবে। বিচারপ্রার্থীদের দুর্ভোগ লাঘবে ভার্চুয়াল শুনানি কার্যক্রম সম্প্রসারণের কথাও বলা হচ্ছে। সুপ্রিম কোর্টের রেজিস্ট্রার জেনারেল জানান, মামলা ব্যবস্থাপনায় ডিজিটাল পদ্ধতি চালু করা হয়েছে যাতে বিচারপ্রার্থীরা ঘরে বসেই মামলার তথ্য জানতে পারেন। bbox=[12, 403, 236, 536]
story-text: এ ঘটনায় থানায় মামলা দায়ের করা হয়। পুলিশ অভিযান চালিয়ে চুরি যাওয়া মালামালের একটি অংশ উদ্ধার করেছে। অভিযুক্তদের আদালতে পাঠানো হলে বিচারক তাদের কারাগারে পাঠানোর নির্দেশ দেন। বাকি মালামাল উদ্ধারে অভিযান অব্যাহত রয়েছে বলে জানিয়েছে পুলিশ। bbox=[248, 1043, 352, 1154]
zodiac-sign-name: কুম্ভ bbox=[832, 1248, 844, 1258]
story-text: লক্ষ্মীপুরের রায়পুর উপজেলায় মাছের প্রজেক্ট নিয়ে দ্বন্দ্বের জেরে আসামিকে থানায় নিয়ে বেধড়ক মারধরের অভিযোগ উঠেছে রায়পুর থানার ৭ পুলিশ সদস্যের বিরুদ্ধে। এ ঘটনায় ভুক্তভোগী আদালতে মামলা দায়ের করেছেন। আদালত মামলাটি আমলে নিয়ে তদন্তের নির্দেশ দিয়েছেন। ভুক্তভোগীর পরিবারের অভিযোগ, গ্রেফতারের পর থানায় নিয়ে রাতভর নির্যাতন করা হয় এবং পরে ভিন্ন মামলায় চালান দেওয়া হয়। অভিযুক্ত পুলিশ সদস্যরা অভিযোগ অস্বীকার করেছেন। রায়পুর থানার ভারপ্রাপ্ত কর্মকর্তা বলেন, বিষয়টি তদন্ত করে দেখা হচ্ছে। তদন্তে দোষী প্রমাণিত হলে প্রয়োজনীয় ব্যবস্থা নেওয়া হবে বলে জানান তিনি। স্থানীয়রা ঘটনার সুষ্ঠু তদন্ত ও দোষীদের শাস্তির দাবি জানিয়েছেন। bbox=[12, 160, 236, 281]
horoscope-date: ২৮ ডিসেম্বর ২০২৩ bbox=[805, 972, 877, 982]
continued-label: (শেষ পাতার পর) bbox=[272, 1174, 328, 1184]
story-text: এ ঘটনায় থানায় মামলা দায়ের করা হয়। পুলিশ অভিযান চালিয়ে চুরি যাওয়া মালামালের একটি অংশ উদ্ধার করেছে। অভিযুক্তদের আদালতে পাঠানো হলে বিচারক তাদের কারাগারে পাঠানোর নির্দেশ দেন। বাকি মালামাল উদ্ধারে অভিযান অব্যাহত রয়েছে বলে জানিয়েছে পুলিশ। bbox=[248, 1515, 352, 1626]
story-text: স্থানীয়রা বিভিন্ন স্থানে খোঁজাখুঁজি করেও তাদের সন্ধান পাননি। পরিবারের পক্ষ থেকে থানায় সাধারণ ডায়েরি করা হয়েছে। পুলিশ জানায়, নিখোঁজদের সন্ধানে বিভিন্ন থানায় বার্তা পাঠানো হয়েছে এবং প্রযুক্তির সহায়তা নেওয়া হচ্ছে। পরিবারে চলছে শোকের মাতম। bbox=[248, 1300, 352, 1411]
column-rule bbox=[552, 74, 553, 1504]
column-3 bbox=[364, 74, 546, 1504]
continued-label: (শেষ পাতার পর) bbox=[427, 749, 483, 759]
zodiac-sign-forecast: গুরু কাজে সাফল্য। ভ্রমণে আনন্দ পাবেন। bbox=[713, 1190, 797, 1210]
story-text: এ ঘটনায় থানায় মামলা দায়ের করা হয়। পুলিশ অভিযান চালিয়ে চুরি যাওয়া মালামালের একটি অংশ উদ্ধার করেছে। অভিযুক্তদের আদালতে পাঠানো হলে বিচারক তাদের কারাগারে পাঠানোর নির্দেশ দেন। বাকি মালামাল উদ্ধারে অভিযান অব্যাহত রয়েছে বলে জানিয়েছে পুলিশ। bbox=[248, 930, 352, 1041]
story-text: গাজীপুর-৪ আসনে বোনের নির্বাচনী প্রচারণায় অংশ নিয়েছেন সাবেক স্বরাষ্ট্র প্রতিমন্ত্রী সোহেল তাজ। তিনি বিভিন্ন এলাকায় পথসভায় অংশ নিয়ে ভোটারদের কাছে নৌকা প্রতীকে ভোট চান। এ সময় তিনি বলেন, এলাকার উন্নয়ন অব্যাহত রাখতে নৌকার বিকল্প নেই। স্থানীয় নেতাকর্মীরা তার সঙ্গে উপস্থিত ছিলেন। তার আগমনে এলাকায় উৎসাহ-উদ্দীপনা দেখা দেয়। bbox=[690, 402, 933, 457]
zodiac-sign-icon: ✦ bbox=[814, 1283, 829, 1298]
photo-figure bbox=[853, 282, 875, 308]
story-text: বলেন তিনি। নির্বাচন নিয়ে নানা আলোচনা চললেও মাঠের চিত্র ভিন্ন। স্বতন্ত্র প্রার্থীরা প্রচারণায় সক্রিয় রয়েছেন। দলীয় প্রার্থীদের সঙ্গে তাদের প্রতিদ্বন্দ্বিতা জমে উঠেছে। ভোটারদের কেন্দ্রে আনতে নানা কৌশল নিচ্ছেন প্রার্থীরা। নির্বাচন কমিশন জানিয়েছে, সুষ্ঠু ভোট গ্রহণে সব ধরনের প্রস্তুতি সম্পন্ন হয়েছে। আইনশৃঙ্খলা বাহিনীর পাশাপাশি মাঠে থাকবে সেনাবাহিনী। ভোটের দিন কোনো ধরনের বিশৃঙ্খলা বরদাশত করা হবে না বলেও জানিয়েছে কমিশন। প্রার্থীরা একে অপরের বিরুদ্ধে আচরণবিধি লঙ্ঘনের অভিযোগ তুলছেন। bbox=[364, 763, 546, 873]
story-heading: রাজধানীতে পেট্রল বোমা কারখানাসহ ছাত্রদলের দুই কর্মী গ্রেফতার bbox=[567, 75, 669, 112]
zodiac-sign-entry bbox=[695, 1214, 810, 1246]
newspaper-page bbox=[12, 8, 933, 1626]
story-text: আপিল বিভাগের নিয়মিত বেঞ্চে এ বছর আলোচিত বেশ কিছু মামলার নিষ্পত্তি হয়েছে। বিচারাঙ্গনে মামলাজট কমাতে নেওয়া হয়েছে নানা উদ্যোগ। নারায়ণগঞ্জে সাত খুন মামলা, দুর্নীতির মামলাসহ গুরুত্বপূর্ণ বেশ কয়েকটি মামলার রায় এ বছর ঘোষণা করা হয়েছে। ডেঙ্গু পরিস্থিতি নিয়ন্ত্রণে রিটের প্রেক্ষিতে হাইকোর্ট বিভিন্ন নির্দেশনা দেন। এছাড়া বিভিন্ন রাজনৈতিক মামলার আপিল শুনানি সম্পন্ন হয়েছে। আইনজীবীরা বলছেন, বিচারক সংকট ও অবকাঠামোগত সীমাবদ্ধতা দূর করা গেলে মামলাজট আরও কমানো সম্ভব হবে। বিচারপ্রার্থীদের দুর্ভোগ লাঘবে ভার্চুয়াল শুনানি কার্যক্রম সম্প্রসারণের কথাও বলা হচ্ছে। সুপ্রিম কোর্টের রেজিস্ট্রার জেনারেল জানান, মামলা ব্যবস্থাপনায় ডিজিটাল পদ্ধতি চালু করা হয়েছে যাতে বিচারপ্রার্থীরা ঘরে বসেই মামলার তথ্য জানতে পারেন। bbox=[12, 798, 236, 931]
zodiac-sign-entry bbox=[814, 1190, 929, 1211]
